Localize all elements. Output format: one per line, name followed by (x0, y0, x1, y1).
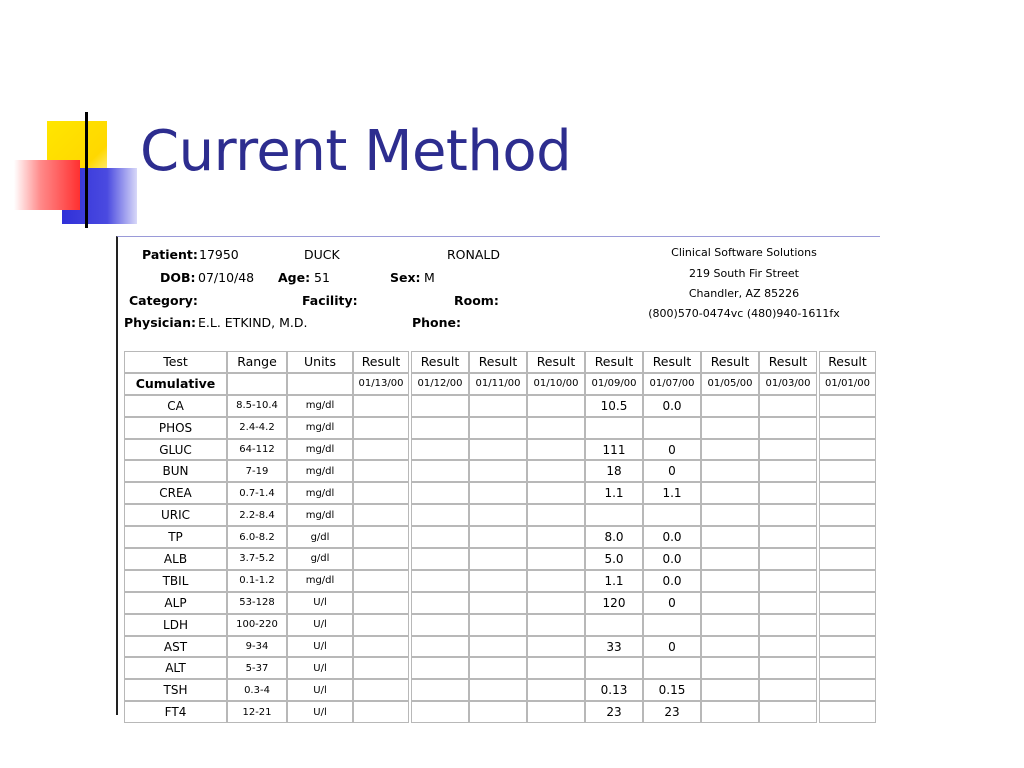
clinic-street: 219 South Fir Street (689, 267, 799, 280)
result-value: 23 (643, 701, 701, 723)
table-row (124, 482, 876, 504)
room-label: Room: (454, 293, 499, 308)
result-cell (469, 614, 527, 636)
test-name: TBIL (124, 570, 227, 592)
header-result: Result (411, 351, 469, 373)
result-cell (759, 548, 817, 570)
table-row (124, 504, 876, 526)
test-name: PHOS (124, 417, 227, 439)
result-cell (819, 592, 876, 614)
result-cell (353, 679, 409, 701)
header-result: Result (643, 351, 701, 373)
result-date: 01/01/00 (819, 373, 876, 395)
table-row (124, 395, 876, 417)
test-units: U/l (287, 636, 353, 658)
table-row (124, 679, 876, 701)
result-cell (701, 504, 759, 526)
result-cell (819, 636, 876, 658)
result-cell (411, 482, 469, 504)
age-value: 51 (314, 270, 330, 285)
result-value: 1.1 (585, 482, 643, 504)
header-result: Result (819, 351, 876, 373)
result-cell (469, 701, 527, 723)
result-cell (469, 526, 527, 548)
test-name: ALT (124, 657, 227, 679)
test-name: CREA (124, 482, 227, 504)
test-range: 2.4-4.2 (227, 417, 287, 439)
test-range: 100-220 (227, 614, 287, 636)
test-units: U/l (287, 657, 353, 679)
result-cell (701, 439, 759, 461)
table-row (124, 548, 876, 570)
header-result: Result (353, 351, 409, 373)
clinic-city: Chandler, AZ 85226 (688, 287, 800, 300)
result-date: 01/10/00 (527, 373, 585, 395)
test-range: 12-21 (227, 701, 287, 723)
result-cell (819, 570, 876, 592)
result-cell (819, 548, 876, 570)
result-cell (759, 614, 817, 636)
test-units: U/l (287, 679, 353, 701)
result-value (585, 417, 643, 439)
result-cell (527, 526, 585, 548)
result-cell (353, 460, 409, 482)
header-units: Units (287, 351, 353, 373)
result-cell (411, 701, 469, 723)
result-value (585, 657, 643, 679)
result-cell (353, 526, 409, 548)
result-cell (701, 395, 759, 417)
result-cell (819, 395, 876, 417)
table-cell (287, 373, 353, 395)
result-cell (411, 395, 469, 417)
result-cell (353, 570, 409, 592)
patient-label: Patient: (142, 247, 198, 262)
result-cell (469, 460, 527, 482)
result-cell (469, 417, 527, 439)
header-result: Result (701, 351, 759, 373)
result-cell (759, 439, 817, 461)
result-cell (411, 657, 469, 679)
facility-label: Facility: (302, 293, 358, 308)
test-name: LDH (124, 614, 227, 636)
result-cell (759, 482, 817, 504)
table-row (124, 701, 876, 723)
result-cell (819, 460, 876, 482)
result-date: 01/03/00 (759, 373, 817, 395)
result-cell (353, 482, 409, 504)
result-cell (527, 570, 585, 592)
result-cell (527, 460, 585, 482)
result-cell (759, 636, 817, 658)
test-units: mg/dl (287, 570, 353, 592)
result-cell (353, 701, 409, 723)
result-value: 0.13 (585, 679, 643, 701)
result-cell (759, 417, 817, 439)
result-value (643, 614, 701, 636)
category-label: Category: (129, 293, 198, 308)
test-range: 0.1-1.2 (227, 570, 287, 592)
result-date: 01/12/00 (411, 373, 469, 395)
result-cell (701, 657, 759, 679)
result-cell (759, 570, 817, 592)
result-cell (469, 570, 527, 592)
result-value: 1.1 (643, 482, 701, 504)
test-name: AST (124, 636, 227, 658)
result-cell (701, 460, 759, 482)
physician-label: Physician: (124, 315, 196, 330)
result-cell (759, 679, 817, 701)
test-name: URIC (124, 504, 227, 526)
result-cell (411, 614, 469, 636)
result-cell (819, 701, 876, 723)
result-cell (701, 679, 759, 701)
test-units: mg/dl (287, 460, 353, 482)
result-value: 0.0 (643, 526, 701, 548)
result-cell (469, 548, 527, 570)
result-cell (527, 504, 585, 526)
result-value: 1.1 (585, 570, 643, 592)
result-cell (527, 482, 585, 504)
test-units: U/l (287, 614, 353, 636)
test-name: ALP (124, 592, 227, 614)
result-cell (819, 526, 876, 548)
test-range: 0.7-1.4 (227, 482, 287, 504)
result-cell (353, 395, 409, 417)
test-range: 2.2-8.4 (227, 504, 287, 526)
patient-first-name: RONALD (447, 247, 501, 262)
table-row (124, 592, 876, 614)
result-cell (759, 701, 817, 723)
table-row (124, 636, 876, 658)
result-cell (527, 636, 585, 658)
test-name: BUN (124, 460, 227, 482)
test-range: 64-112 (227, 439, 287, 461)
table-header-row (124, 351, 876, 373)
result-date: 01/09/00 (585, 373, 643, 395)
result-date: 01/05/00 (701, 373, 759, 395)
result-cell (353, 439, 409, 461)
test-units: mg/dl (287, 439, 353, 461)
result-cell (701, 592, 759, 614)
header-range: Range (227, 351, 287, 373)
header-test: Test (124, 351, 227, 373)
result-cell (701, 526, 759, 548)
result-cell (759, 526, 817, 548)
result-value: 0 (643, 636, 701, 658)
test-range: 8.5-10.4 (227, 395, 287, 417)
test-units: mg/dl (287, 504, 353, 526)
table-row (124, 460, 876, 482)
test-range: 6.0-8.2 (227, 526, 287, 548)
result-value (643, 504, 701, 526)
result-cell (353, 657, 409, 679)
test-range: 0.3-4 (227, 679, 287, 701)
test-range: 3.7-5.2 (227, 548, 287, 570)
patient-id: 17950 (199, 247, 239, 262)
test-name: TSH (124, 679, 227, 701)
result-cell (759, 657, 817, 679)
result-cell (469, 504, 527, 526)
header-result: Result (469, 351, 527, 373)
test-units: mg/dl (287, 417, 353, 439)
result-cell (819, 657, 876, 679)
result-cell (759, 460, 817, 482)
result-value: 8.0 (585, 526, 643, 548)
result-value (585, 614, 643, 636)
result-value: 120 (585, 592, 643, 614)
test-units: mg/dl (287, 395, 353, 417)
result-cell (527, 592, 585, 614)
result-date: 01/07/00 (643, 373, 701, 395)
table-row (124, 526, 876, 548)
result-value: 0 (643, 592, 701, 614)
age-label: Age: (278, 270, 311, 285)
decorative-vertical-line (85, 112, 88, 228)
result-value: 0.15 (643, 679, 701, 701)
result-cell (527, 679, 585, 701)
result-cell (527, 614, 585, 636)
test-name: GLUC (124, 439, 227, 461)
test-range: 9-34 (227, 636, 287, 658)
slide-title: Current Method (140, 119, 572, 184)
sex-value: M (424, 270, 435, 285)
test-units: mg/dl (287, 482, 353, 504)
table-row (124, 614, 876, 636)
result-value: 23 (585, 701, 643, 723)
result-cell (819, 482, 876, 504)
patient-last-name: DUCK (304, 247, 340, 262)
test-range: 7-19 (227, 460, 287, 482)
result-cell (411, 526, 469, 548)
phone-label: Phone: (412, 315, 462, 330)
result-value: 18 (585, 460, 643, 482)
result-cell (411, 570, 469, 592)
header-result: Result (585, 351, 643, 373)
result-cell (527, 548, 585, 570)
result-cell (701, 548, 759, 570)
result-value: 111 (585, 439, 643, 461)
header-result: Result (527, 351, 585, 373)
result-cell (353, 614, 409, 636)
result-cell (701, 614, 759, 636)
test-units: U/l (287, 701, 353, 723)
result-cell (819, 504, 876, 526)
result-cell (353, 636, 409, 658)
cumulative-label: Cumulative (124, 373, 227, 395)
test-units: g/dl (287, 548, 353, 570)
result-value: 0.0 (643, 570, 701, 592)
result-cell (527, 439, 585, 461)
result-cell (469, 439, 527, 461)
result-cell (469, 482, 527, 504)
results-table (124, 351, 876, 723)
result-cell (411, 460, 469, 482)
clinic-name: Clinical Software Solutions (671, 246, 817, 259)
result-cell (527, 701, 585, 723)
clinic-phone: (800)570-0474vc (480)940-1611fx (648, 307, 840, 320)
result-cell (353, 417, 409, 439)
table-cell (227, 373, 287, 395)
result-cell (759, 592, 817, 614)
test-units: g/dl (287, 526, 353, 548)
result-value: 0.0 (643, 395, 701, 417)
result-value: 0 (643, 439, 701, 461)
lab-report (116, 236, 880, 720)
result-cell (411, 439, 469, 461)
result-cell (353, 504, 409, 526)
result-cell (701, 570, 759, 592)
test-range: 5-37 (227, 657, 287, 679)
result-cell (701, 417, 759, 439)
header-result: Result (759, 351, 817, 373)
result-value (585, 504, 643, 526)
dob-label: DOB: (160, 270, 196, 285)
result-cell (819, 417, 876, 439)
result-cell (469, 657, 527, 679)
test-name: TP (124, 526, 227, 548)
result-cell (527, 657, 585, 679)
result-value: 0 (643, 460, 701, 482)
decorative-red-square (14, 160, 80, 210)
table-row (124, 417, 876, 439)
result-cell (353, 592, 409, 614)
test-name: ALB (124, 548, 227, 570)
result-value: 5.0 (585, 548, 643, 570)
result-value (643, 417, 701, 439)
result-cell (469, 679, 527, 701)
result-cell (469, 395, 527, 417)
cumulative-row (124, 373, 876, 395)
result-cell (411, 592, 469, 614)
result-value: 0.0 (643, 548, 701, 570)
result-cell (411, 679, 469, 701)
test-name: CA (124, 395, 227, 417)
table-row (124, 657, 876, 679)
result-cell (819, 439, 876, 461)
result-cell (411, 636, 469, 658)
result-date: 01/13/00 (353, 373, 409, 395)
result-cell (819, 614, 876, 636)
result-cell (701, 482, 759, 504)
result-cell (527, 417, 585, 439)
result-cell (759, 504, 817, 526)
result-cell (701, 701, 759, 723)
table-row (124, 570, 876, 592)
result-value: 10.5 (585, 395, 643, 417)
result-cell (353, 548, 409, 570)
result-date: 01/11/00 (469, 373, 527, 395)
result-value (643, 657, 701, 679)
result-cell (819, 679, 876, 701)
result-cell (411, 504, 469, 526)
test-range: 53-128 (227, 592, 287, 614)
test-units: U/l (287, 592, 353, 614)
physician-value: E.L. ETKIND, M.D. (198, 315, 308, 330)
result-value: 33 (585, 636, 643, 658)
result-cell (469, 636, 527, 658)
sex-label: Sex: (390, 270, 421, 285)
result-cell (527, 395, 585, 417)
result-cell (411, 417, 469, 439)
test-name: FT4 (124, 701, 227, 723)
result-cell (469, 592, 527, 614)
result-cell (759, 395, 817, 417)
table-row (124, 439, 876, 461)
dob-value: 07/10/48 (198, 270, 255, 285)
result-cell (701, 636, 759, 658)
result-cell (411, 548, 469, 570)
